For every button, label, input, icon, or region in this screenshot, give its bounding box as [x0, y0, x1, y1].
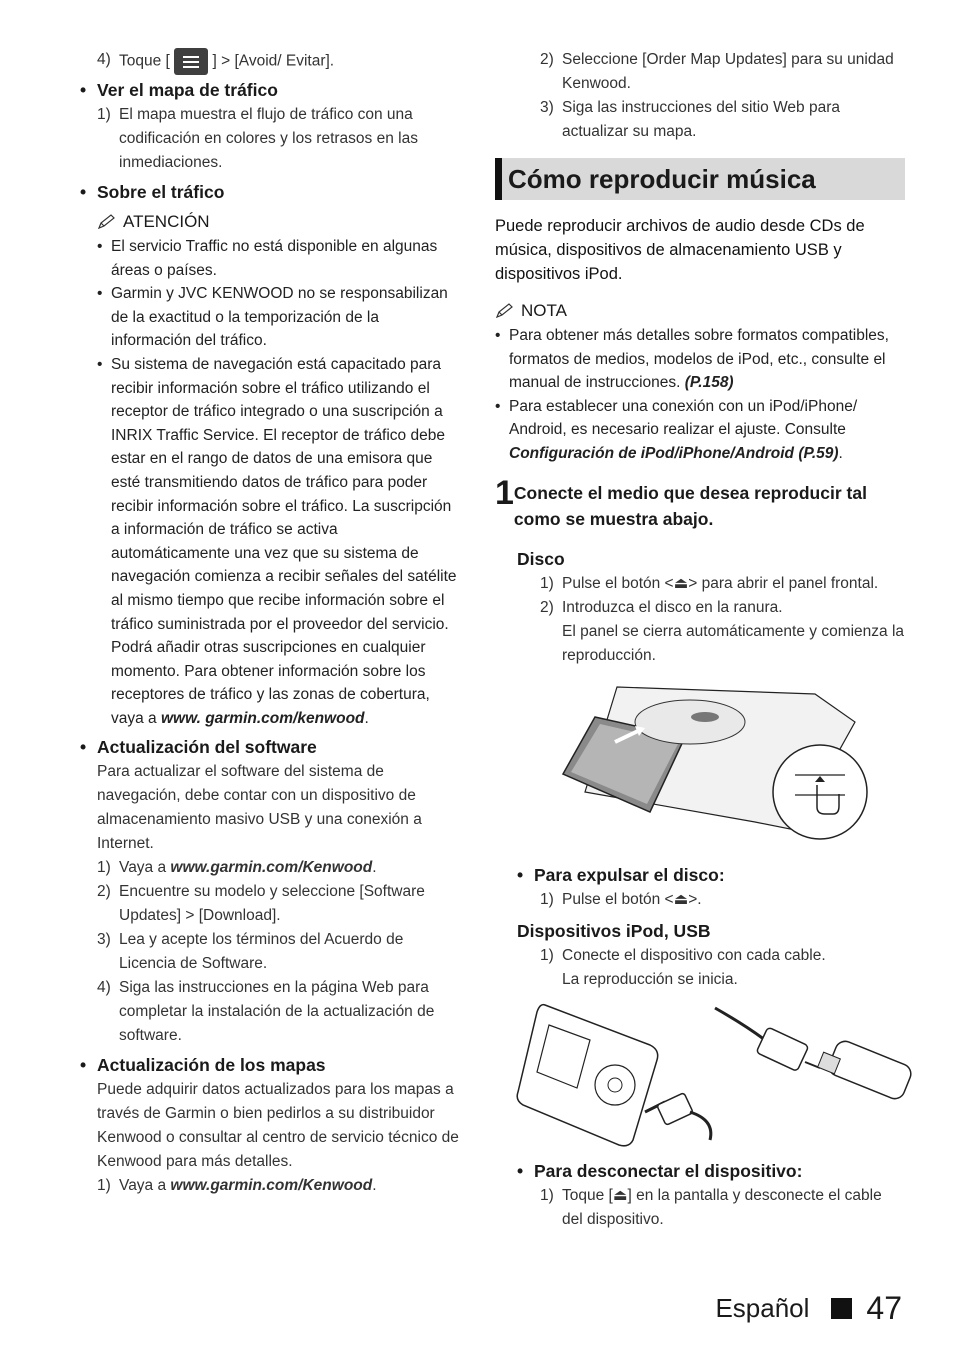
maps-heading: • Actualización de los mapas	[80, 1055, 326, 1076]
note-label: NOTA	[495, 298, 905, 324]
eject-steps: 1) Pulse el botón <⏏>.	[540, 890, 702, 908]
attention-list	[80, 235, 460, 730]
software-link[interactable]: www.garmin.com/Kenwood	[170, 859, 373, 877]
avoid-step: 4) Toque [ ] > [Avoid/ Evitar].	[80, 48, 460, 75]
maps-link[interactable]: www.garmin.com/Kenwood	[170, 1177, 373, 1195]
garmin-kenwood-link[interactable]: www. garmin.com/kenwood	[160, 709, 365, 727]
square-marker	[831, 1298, 852, 1319]
pencil-icon	[495, 303, 515, 319]
traffic-map-steps: 1) El mapa muestra el flujo de tráfico con una codificación en colores y los retrasos en las inmediaciones.	[97, 106, 418, 171]
traffic-map-heading: • Ver el mapa de tráfico	[80, 80, 278, 100]
maps-intro: Puede adquirir datos actualizados para los mapas a través de Garmin o bien pedirlos a su distribuidor Kenwood o consultar al centro de servicio técnico de Kenwood para más detalles.	[97, 1081, 459, 1171]
manual-reference[interactable]: (P.158)	[684, 374, 734, 392]
section-title: Cómo reproducir música	[495, 158, 905, 200]
pencil-icon	[97, 214, 117, 230]
software-intro: Para actualizar el software del sistema de navegación, debe contar con un dispositivo de almacenamiento masivo USB y una conexión a Internet.	[97, 763, 422, 853]
menu-icon	[174, 48, 208, 75]
usb-drive-icon	[818, 1038, 914, 1101]
disc-steps: 1) Pulse el botón <⏏> para abrir el panel frontal. 2) Introduzca el disco en la ranura. El panel se cierra automáticamente y comienza la reproducción.	[540, 574, 905, 664]
step-1: 1 Conecte el medio que desea reproducir tal como se muestra abajo.	[495, 473, 867, 529]
ipod-usb-illustration	[515, 1000, 915, 1150]
list-item: • Para establecer una conexión con un iPod/iPhone/ Android, es necesario realizar el ajuste. Consulte Configuración de iPod/iPhone/Android (P.59).	[495, 397, 858, 462]
page-number: 47	[866, 1290, 902, 1326]
disc-insertion-illustration	[555, 682, 895, 852]
language-label: Español	[715, 1293, 810, 1323]
list-item: • Para obtener más detalles sobre formatos compatibles, formatos de medios, modelos de iPod, etc., consulte el manual de instrucciones. (P.158)	[495, 327, 889, 392]
software-steps: 1) Vaya a www.garmin.com/Kenwood. 2) Encuentre su modelo y seleccione [Software Updates] > [Download]. 3) Lea y acepte los términos del Acuerdo de Licencia de Software. 4) Siga las instrucciones en la página Web para completar la instalación de la actualización de software.	[97, 859, 435, 1045]
list-item: • El servicio Traffic no está disponible en algunas áreas o países.	[97, 238, 438, 279]
usb-steps: 1) Conecte el dispositivo con cada cable. La reproducción se inicia.	[540, 946, 826, 988]
list-item: • Su sistema de navegación está capacitado para recibir información sobre el tráfico utilizando el receptor de tráfico integrado o una suscripción a INRIX Traffic Service. El receptor de tráfico debe estar en el rango de datos de una emisora que esté transmitiendo datos de tráfico para poder recibir información sobre el tráfico. La suscripción a información de tráfico se activa automáticamente una vez que su sistema de navegación comienza a recibir señales del satélite al mismo tiempo que recibe información sobre el tráfico suministrada por el proveedor del servicio. Podrá añadir otras suscripciones en cualquier momento. Para obtener información sobre los receptores de tráfico y las zonas de cobertura, vaya a www. garmin.com/kenwood.	[97, 355, 457, 727]
map-update-steps: 2) Seleccione [Order Map Updates] para su unidad Kenwood. 3) Siga las instrucciones del sitio Web para actualizar su mapa.	[540, 51, 894, 140]
page-footer	[715, 1290, 902, 1327]
note-list	[495, 324, 905, 466]
ipod-setup-reference[interactable]: Configuración de iPod/iPhone/Android (P.59)	[509, 444, 839, 462]
disconnect-steps: 1) Toque [⏏] en la pantalla y desconecte el cable del dispositivo.	[540, 1186, 882, 1228]
maps-steps: 1) Vaya a www.garmin.com/Kenwood.	[97, 1177, 377, 1195]
software-heading: • Actualización del software	[80, 737, 317, 758]
list-item: • Garmin y JVC KENWOOD no se responsabilizan de la exactitud o la temporización de la información del tráfico.	[97, 285, 448, 350]
attention-label: ATENCIÓN	[80, 209, 460, 235]
ipod-icon	[517, 1004, 658, 1145]
left-column	[80, 48, 460, 1198]
eject-heading: • Para expulsar el disco:	[517, 864, 725, 885]
right-column	[495, 48, 905, 1232]
disconnect-heading: • Para desconectar el dispositivo:	[517, 1160, 803, 1181]
about-traffic-heading: • Sobre el tráfico	[80, 182, 225, 202]
disc-heading: Disco	[517, 548, 565, 569]
usb-heading: Dispositivos iPod, USB	[517, 920, 711, 941]
section-intro: Puede reproducir archivos de audio desde CDs de música, dispositivos de almacenamiento USB y dispositivos iPod.	[495, 217, 865, 283]
